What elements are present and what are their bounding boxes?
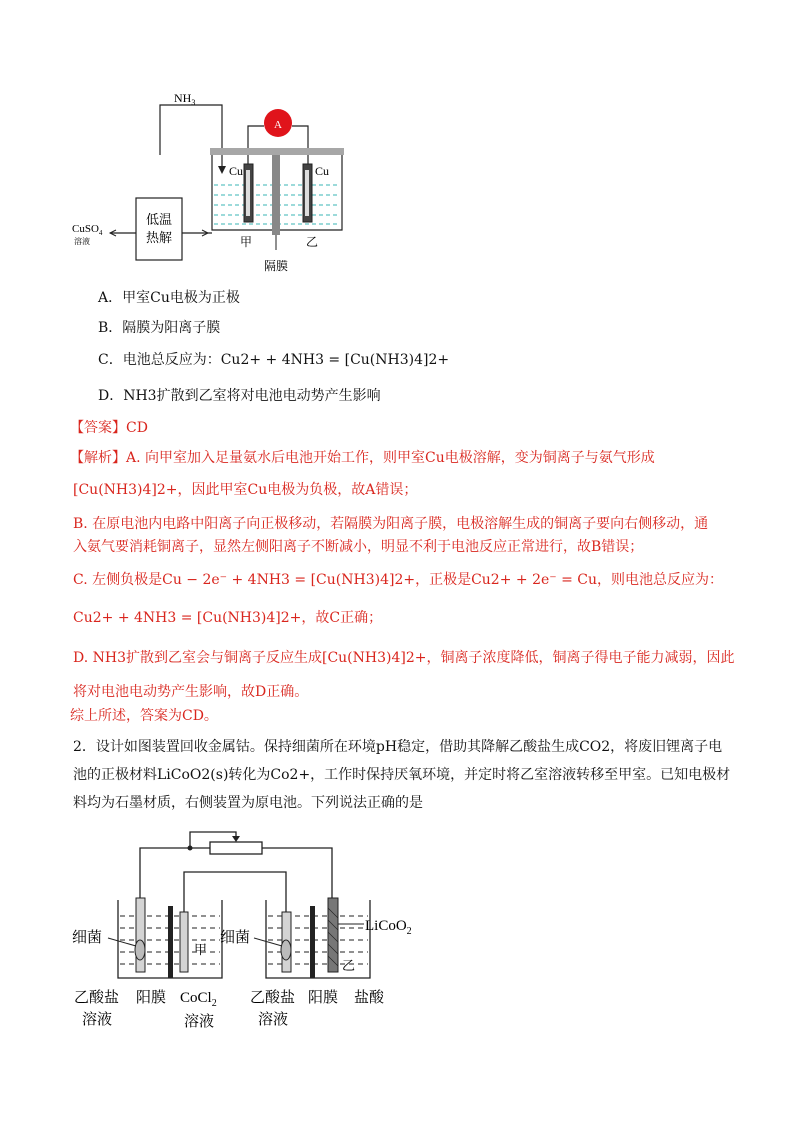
analysis-b-line1: B. 在原电池内电路中阳离子向正极移动，若隔膜为阳离子膜，电极溶解生成的铜离子要向右侧移动，通 bbox=[73, 516, 709, 532]
product-note: 溶液 bbox=[74, 237, 90, 246]
acetate-right-label-2: 溶液 bbox=[258, 1012, 289, 1028]
box-line1: 低温 bbox=[146, 212, 173, 227]
left-cathode bbox=[180, 912, 188, 972]
q2-stem-line2: 池的正极材料LiCoO2(s)转化为Co2+，工作时保持厌氧环境，并定时将乙室溶液转移至甲室。已知电极材 bbox=[73, 767, 731, 783]
bacteria-left-label: 细菌 bbox=[72, 930, 103, 946]
analysis-d-line2: 将对电池电动势产生影响，故D正确。 bbox=[73, 684, 309, 700]
membrane-left-label: 阳膜 bbox=[136, 990, 167, 1006]
left-anode bbox=[136, 898, 145, 972]
licoo2-label: LiCoO$_2$ bbox=[365, 918, 412, 937]
summary-line: 综上所述，答案为CD。 bbox=[70, 708, 218, 724]
figure-cobalt-recovery bbox=[70, 820, 430, 1035]
hcl-label: 盐酸 bbox=[354, 990, 385, 1006]
figure-electrochemical-cell-1 bbox=[70, 90, 370, 280]
bacteria-right-label: 细菌 bbox=[220, 930, 251, 946]
cell-lid bbox=[210, 148, 344, 155]
option-c: C．电池总反应为：Cu2+ + 4NH3 = [Cu(NH3)4]2+ bbox=[98, 352, 450, 368]
option-b: B．隔膜为阳离子膜 bbox=[98, 320, 221, 336]
cocl2-label: CoCl$_2$ bbox=[180, 990, 217, 1009]
analysis-b-line2: 入氨气要消耗铜离子，显然左侧阳离子不断减小，明显不利于电池反应正常进行，故B错误； bbox=[73, 539, 644, 555]
right-membrane bbox=[310, 906, 315, 978]
chamber-jia-label: 甲 bbox=[194, 942, 208, 957]
analysis-a-line1: 【解析】A. 向甲室加入足量氨水后电池开始工作，则甲室Cu电极溶解，变为铜离子与氨气形成 bbox=[70, 450, 655, 466]
product-formula: CuSO$_4$ bbox=[72, 223, 103, 237]
right-bacteria-icon bbox=[281, 940, 291, 960]
acetate-right-label: 乙酸盐 bbox=[250, 990, 296, 1006]
analysis-c-line1: C. 左侧负极是Cu − 2e⁻ + 4NH3 = [Cu(NH3)4]2+，正极是Cu2+ + 2e⁻ = Cu，则电池总反应为： bbox=[73, 572, 724, 588]
left-electrode-label: Cu bbox=[229, 164, 244, 178]
membrane-right-label: 阳膜 bbox=[308, 990, 339, 1006]
right-electrode-label: Cu bbox=[315, 164, 330, 178]
cocl2-label-2: 溶液 bbox=[184, 1014, 215, 1030]
option-a: A．甲室Cu电极为正极 bbox=[98, 290, 240, 306]
analysis-a-line2: [Cu(NH3)4]2+，因此甲室Cu电极为负极，故A错误； bbox=[73, 482, 418, 498]
box-line2: 热解 bbox=[146, 230, 173, 245]
acetate-left-label-2: 溶液 bbox=[82, 1012, 113, 1028]
left-membrane bbox=[168, 906, 173, 978]
membrane-label: 隔膜 bbox=[264, 259, 289, 273]
rheostat bbox=[210, 842, 262, 854]
nh3-label: $NH_3$ bbox=[174, 91, 196, 107]
answer-line: 【答案】CD bbox=[70, 420, 148, 436]
q2-stem-line3: 料均为石墨材质，右侧装置为原电池。下列说法正确的是 bbox=[73, 795, 423, 811]
q2-stem-line1: 2．设计如图装置回收金属钴。保持细菌所在环境pH稳定，借助其降解乙酸盐生成CO2，将废旧锂离子电 bbox=[73, 739, 723, 755]
chamber-left-label: 甲 bbox=[240, 235, 253, 249]
chamber-right-label: 乙 bbox=[306, 235, 319, 249]
pyrolysis-box bbox=[136, 198, 182, 260]
left-bacteria-icon bbox=[135, 940, 145, 960]
chamber-yi-label: 乙 bbox=[342, 958, 356, 973]
acetate-left-label: 乙酸盐 bbox=[74, 990, 120, 1006]
analysis-c-line2: Cu2+ + 4NH3 = [Cu(NH3)4]2+，故C正确； bbox=[73, 610, 383, 626]
membrane-bar bbox=[272, 155, 280, 235]
analysis-d-line1: D. NH3扩散到乙室会与铜离子反应生成[Cu(NH3)4]2+，铜离子浓度降低，铜离子得电子能力减弱，因此 bbox=[73, 650, 735, 666]
ammeter-label: A bbox=[274, 119, 282, 131]
option-d: D．NH3扩散到乙室将对电池电动势产生影响 bbox=[98, 388, 381, 404]
